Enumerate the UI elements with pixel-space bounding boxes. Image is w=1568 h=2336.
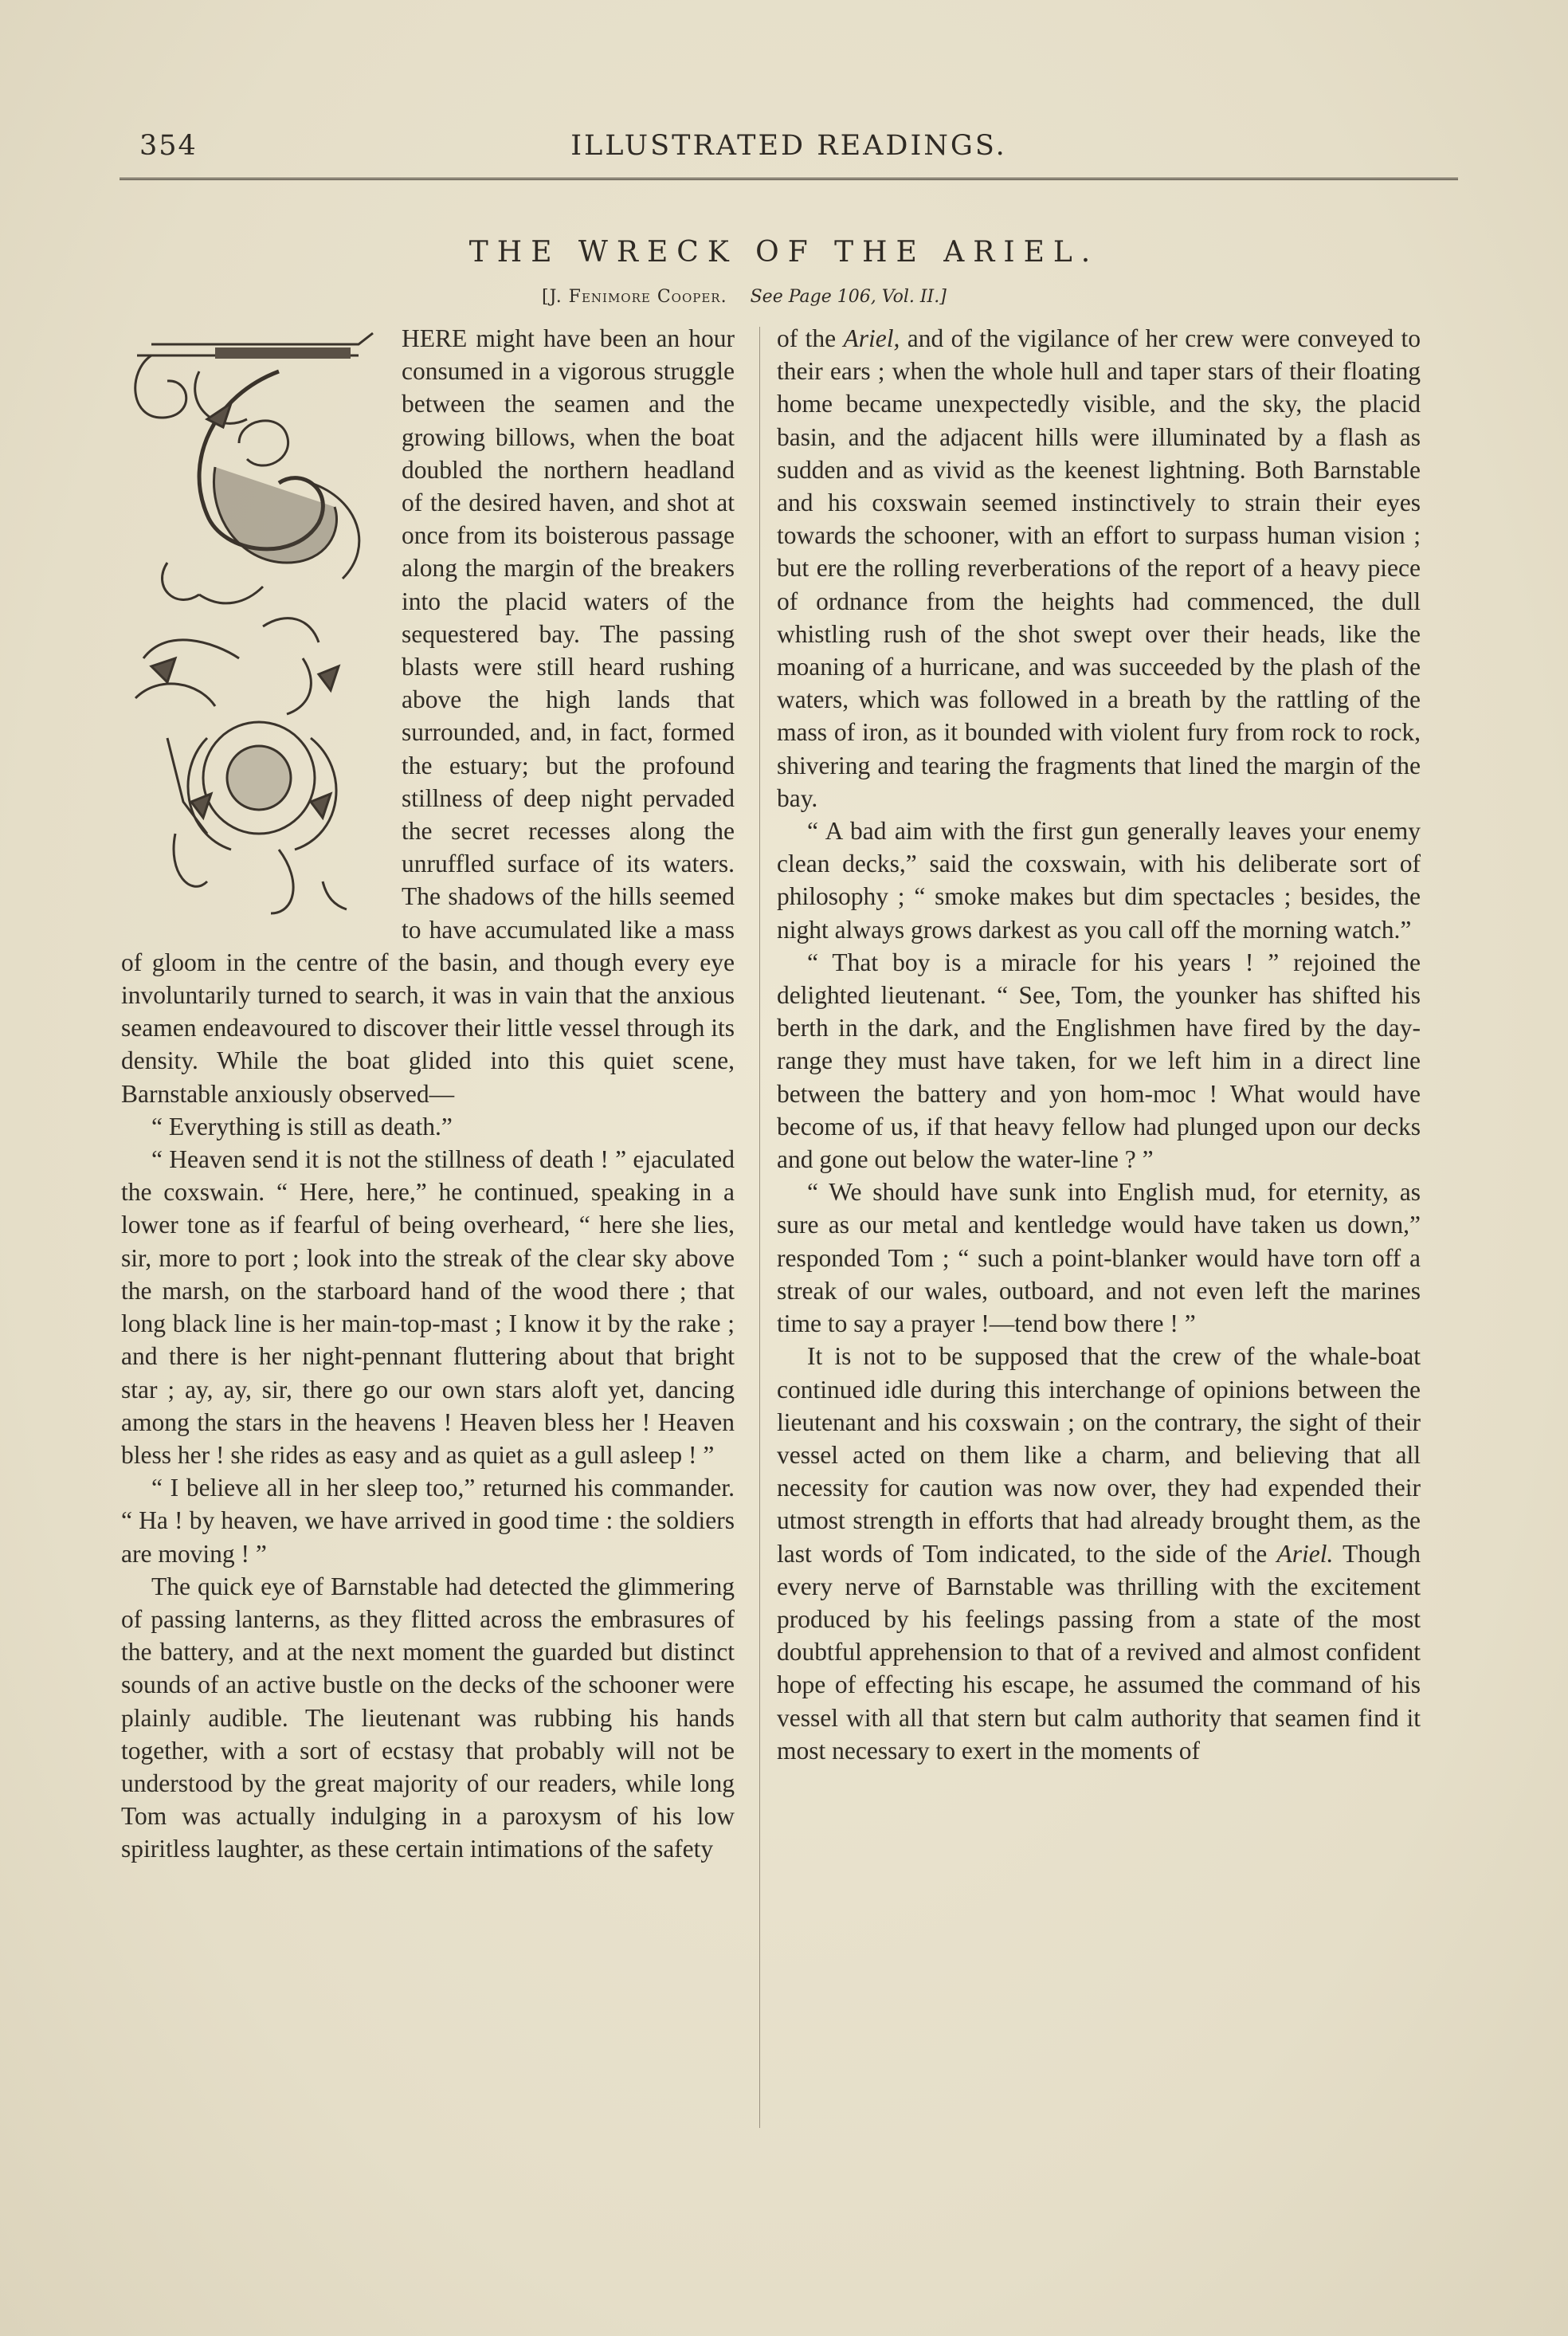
paragraph (777, 1340, 1421, 1767)
column-divider (759, 327, 760, 2128)
text-run: of the (777, 324, 844, 352)
ship-name: Ariel. (1276, 1539, 1334, 1568)
paragraph: “ Everything is still as death.” (151, 1112, 453, 1141)
drop-cap-illustration (120, 324, 390, 937)
attribution (542, 287, 947, 307)
see-reference: See Page 106, Vol. II.] (750, 287, 947, 307)
header-rule (120, 178, 1458, 180)
author-credit: [J. Fenimore Cooper. (542, 287, 727, 307)
text-run: It is not to be supposed that the crew of the whale-boat continued idle during this interchange of opinions between the lieutenant and his coxswain ; on the contrary, the sight of their vessel acted on them like a charm, and believing that all necessity for caution was now over, they had expended their utmost strength in efforts that had already brought them, as the last words of Tom indicated, to the side of the (777, 1342, 1421, 1568)
ornamental-drop-cap-t (120, 324, 390, 937)
paragraph: “ We should have sunk into English mud, for eternity, as sure as our metal and kentledge would have taken us down,” responded Tom ; “ such a point-blanker would have torn off a streak of our wales, outboard, and not even left the marines time to say a prayer !—tend bow there ! ” (777, 1178, 1421, 1338)
first-word: HERE (402, 324, 468, 352)
page-number: 354 (139, 130, 198, 162)
running-head (120, 130, 1458, 170)
paragraph: “ Heaven send it is not the stillness of death ! ” ejaculated the coxswain. “ Here, here,” he continued, speaking in a lower tone as if fearful of being overheard, “ here she lies, sir, more to port ; look into the streak of the clear sky above the marsh, on the starboard hand of the wood there ; that long black line is her main-top-mast ; I know it by the rake ; and there is her night-pennant fluttering about that bright star ; ay, ay, sir, there go our own stars aloft yet, dancing among the stars in the heavens ! Heaven bless her ! Heaven bless her ! she rides as easy and as quiet as a gull asleep ! ” (121, 1145, 735, 1469)
text-run: Though every nerve of Barnstable was thrilling with the excitement produced by his feelings passing from a state of the most doubtful apprehension to that of a revived and almost confident hope of effecting his escape, he assumed the command of his vessel with all that stern but calm authority that seamen find it most necessary to exert in the moments of (777, 1539, 1421, 1765)
right-column (777, 322, 1421, 1767)
left-column (121, 322, 735, 1866)
paragraph-continued (777, 322, 1421, 815)
paragraph: The quick eye of Barnstable had detected the glimmering of passing lanterns, as they flitted across the embrasures of the battery, and at the next moment the guarded but distinct sounds of an active bustle on the decks of the schooner were plainly audible. The lieutenant was rubbing his hands together, with a sort of ecstasy that probably will not be understood by the great majority of our readers, while long Tom was actually indulging in a paroxysm of his low spiritless laughter, as these certain intimations of the safety (121, 1572, 735, 1863)
paragraph-text: might have been an hour consumed in a vigorous struggle between the seamen and the growing billows, when the boat doubled the northern headland of the desired haven, and shot at once from its boisterous passage along the margin of the breakers into the placid waters of the sequestered bay. The passing blasts were still heard rushing above the high lands that surrounded, and, in fact, formed the estuary; but the profound stillness of deep night pervaded the secret recesses along the unruffled surface of its waters. The shadows of the hills seemed to have accumulated like a mass of gloom in the centre of the basin, and though every eye involuntarily turned to search, it was in vain that the anxious seamen endeavoured to discover their little vessel through its density. While the boat glided into this quiet scene, Barnstable anxiously observed— (121, 324, 735, 1108)
paragraph: “ That boy is a miracle for his years ! ” rejoined the delighted lieutenant. “ See, Tom, the younker has shifted his berth in the dark, and the Englishmen have fired by the day-range they must have taken, for we left him in a direct line between the battery and yon hom-moc ! What would have become of us, if that heavy fellow had plunged upon our decks and gone out below the water-line ? ” (777, 948, 1421, 1174)
running-title: ILLUSTRATED READINGS. (570, 130, 1007, 162)
paragraph: “ A bad aim with the first gun generally leaves your enemy clean decks,” said the coxswain, with his deliberate sort of philosophy ; “ smoke makes but dim spectacles ; besides, the night always grows darkest as you call off the morning watch.” (777, 817, 1421, 944)
paragraph: “ I believe all in her sleep too,” returned his commander. “ Ha ! by heaven, we have arrived in good time : the soldiers are moving ! ” (121, 1474, 735, 1568)
ship-name: Ariel, (843, 324, 900, 352)
text-run: and of the vigilance of her crew were conveyed to their ears ; when the whole hull and taper stars of their floating home became unexpectedly visible, and the sky, the placid basin, and the adjacent hills were illuminated by a flash as sudden and as vivid as the keenest lightning. Both Barnstable and his coxswain seemed instinctively to strain their eyes towards the schooner, with an effort to surpass human vision ; but ere the rolling reverberations of the report of a heavy piece of ordnance from the heights had commenced, the dull whistling rush of the shot swept over their heads, like the moaning of a hurricane, and was succeeded by the plash of the waters, which was followed in a breath by the rattling of the mass of iron, as it bounded with violent fury from rock to rock, shivering and tearing the fragments that lined the margin of the bay. (777, 324, 1421, 812)
article-title: THE WRECK OF THE ARIEL. (468, 236, 1100, 269)
